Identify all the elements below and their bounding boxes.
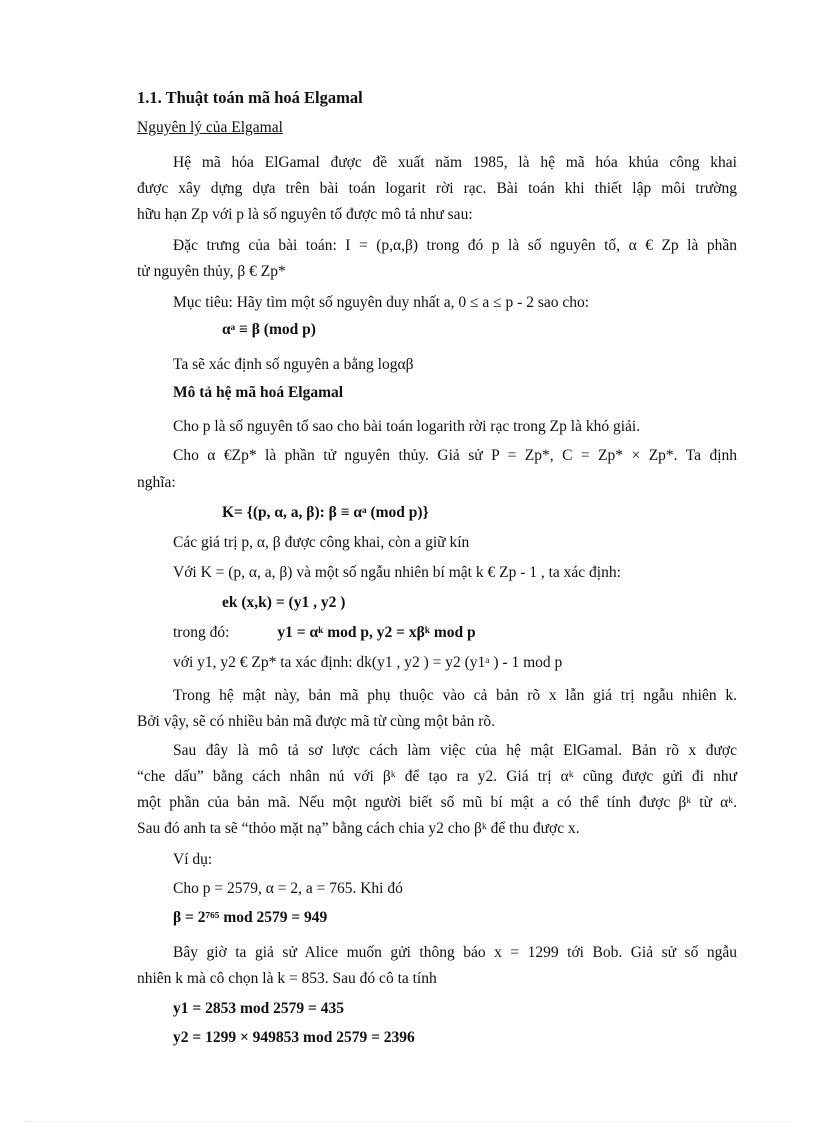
- random-k-statement: Với K = (p, α, a, β) và một số ngẫu nhiên bí mật k € Zp - 1 , ta xác định:: [173, 564, 621, 581]
- paragraph-dependency-line-1: Trong hệ mật này, bản mã phụ thuộc vào cả bản rõ x lẫn giá trị ngẫu nhiên k.: [173, 687, 737, 704]
- beta-calculation: β = 2⁷⁶⁵ mod 2579 = 949: [173, 909, 328, 926]
- log-statement: Ta sẽ xác định số nguyên a bằng logαβ: [173, 356, 414, 373]
- description-heading: Mô tả hệ mã hoá Elgamal: [173, 384, 344, 401]
- paragraph-working-line-1: Sau đây là mô tả sơ lược cách làm việc của hệ mật ElGamal. Bản rõ x được: [173, 742, 737, 759]
- page-bottom-rule: [24, 1121, 792, 1122]
- paragraph-intro-line-3: hữu hạn Zp với p là số nguyên tố được mô tả như sau:: [137, 206, 473, 223]
- paragraph-prime: Cho p là số nguyên tố sao cho bài toán logarith rời rạc trong Zp là khó giải.: [173, 418, 641, 435]
- y2-calculation: y2 = 1299 × 949853 mod 2579 = 2396: [173, 1029, 415, 1046]
- paragraph-primitive-line-2: nghĩa:: [137, 474, 176, 491]
- where-formula: y1 = αᵏ mod p, y2 = xβᵏ mod p: [277, 624, 476, 641]
- key-definition: K= {(p, α, a, β): β ≡ αᵃ (mod p)}: [222, 504, 429, 521]
- example-label: Ví dụ:: [173, 851, 213, 868]
- paragraph-working-line-2: “che dấu” bằng cách nhân nú với βᵏ để tạo ra y2. Giá trị αᵏ cũng được gửi đi như: [137, 768, 737, 785]
- paragraph-alice-line-2: nhiên k mà cô chọn là k = 853. Sau đó cô ta tính: [137, 970, 437, 987]
- decryption-formula: với y1, y2 € Zp* ta xác định: dk(y1 , y2 ) = y2 (y1ᵃ ) - 1 mod p: [173, 654, 563, 671]
- paragraph-intro-line-1: Hệ mã hóa ElGamal được đề xuất năm 1985, là hệ mã hóa khúa công khai: [173, 154, 737, 171]
- subheading-principle: Nguyên lý của Elgamal: [137, 119, 283, 136]
- paragraph-problem-line-2: tử nguyên thủy, β € Zp*: [137, 263, 286, 280]
- public-values: Các giá trị p, α, β được công khai, còn a giữ kín: [173, 534, 470, 551]
- paragraph-intro-line-2: được xây dựng dựa trên bài toán logarit rời rạc. Bài toán khi thiết lập môi trường: [137, 180, 737, 197]
- paragraph-problem-line-1: Đặc trưng của bài toán: I = (p,α,β) trong đó p là số nguyên tố, α € Zp là phần: [173, 237, 737, 254]
- congruence-formula: αᵃ ≡ β (mod p): [222, 321, 316, 338]
- where-label: trong đó:: [173, 624, 230, 641]
- section-heading: 1.1. Thuật toán mã hoá Elgamal: [137, 88, 363, 107]
- y1-calculation: y1 = 2853 mod 2579 = 435: [173, 1000, 344, 1017]
- goal-statement: Mục tiêu: Hãy tìm một số nguyên duy nhất a, 0 ≤ a ≤ p - 2 sao cho:: [173, 294, 590, 311]
- paragraph-alice-line-1: Bây giờ ta giả sử Alice muốn gửi thông báo x = 1299 tới Bob. Giả sử số ngẫu: [173, 944, 737, 961]
- encryption-formula: ek (x,k) = (y1 , y2 ): [222, 594, 346, 611]
- paragraph-working-line-3: một phần của bản mã. Nếu một người biết số mũ bí mật a có thể tính được βᵏ từ αᵏ.: [137, 794, 737, 811]
- paragraph-working-line-4: Sau đó anh ta sẽ “thỏo mặt nạ” bằng cách chia y2 cho βᵏ để thu được x.: [137, 820, 580, 837]
- where-clause: [173, 623, 476, 643]
- paragraph-primitive-line-1: Cho α €Zp* là phần tử nguyên thủy. Giả sử P = Zp*, C = Zp* × Zp*. Ta định: [173, 447, 737, 464]
- paragraph-dependency-line-2: Bởi vậy, sẽ có nhiều bản mã được mã từ cùng một bản rõ.: [137, 713, 496, 730]
- example-parameters: Cho p = 2579, α = 2, a = 765. Khi đó: [173, 880, 403, 897]
